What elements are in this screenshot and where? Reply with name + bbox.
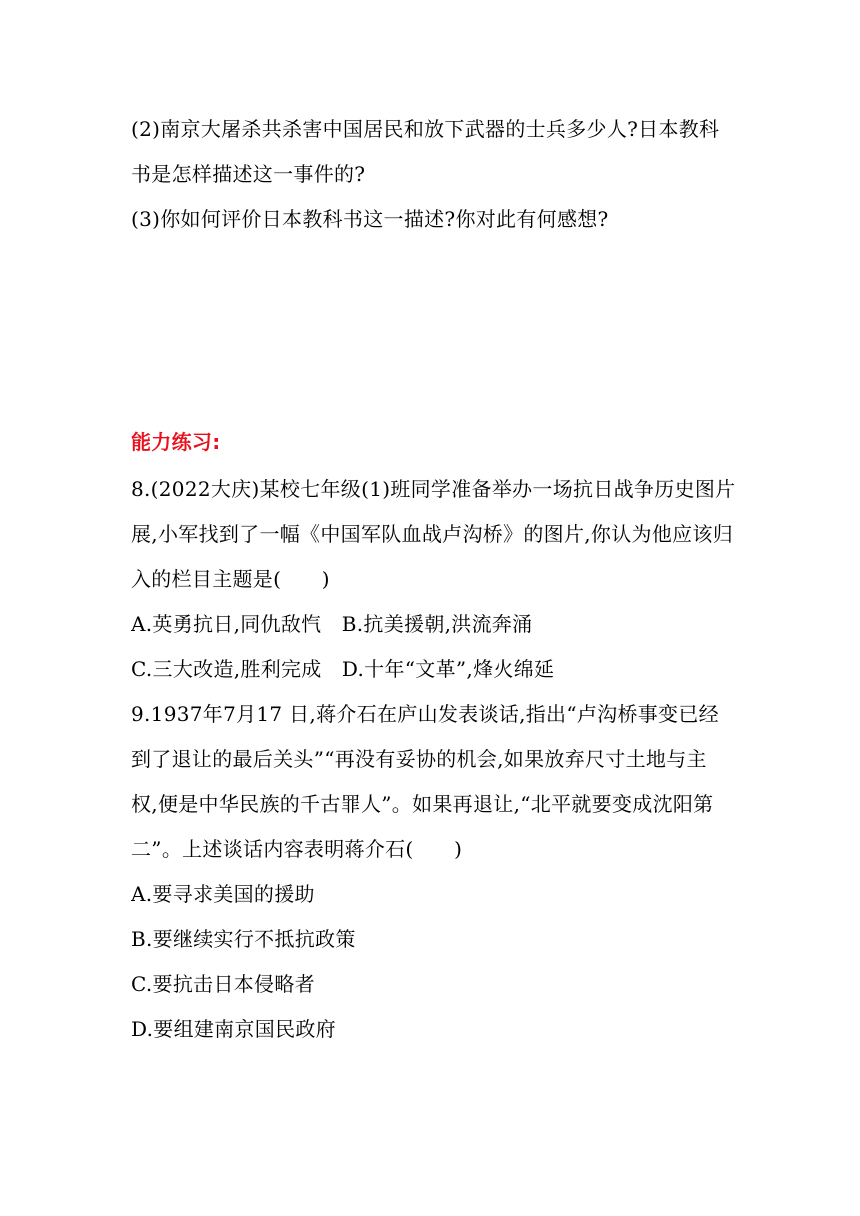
q9-option-b: B.要继续实行不抵抗政策 <box>131 927 356 951</box>
q9-stem-line4: 二”。上述谈话内容表明蒋介石( ) <box>131 837 463 861</box>
q9-option-a: A.要寻求美国的援助 <box>131 882 315 906</box>
q7-part2-line1: (2)南京大屠杀共杀害中国居民和放下武器的士兵多少人?日本教科 <box>131 117 720 141</box>
q8-options-row1: A.英勇抗日,同仇敌忾 B.抗美援朝,洪流奔涌 <box>131 612 533 636</box>
q9-stem-line1: 9.1937年7月17 日,蒋介石在庐山发表谈话,指出“卢沟桥事变已经 <box>131 702 719 726</box>
q8-options-row2: C.三大改造,胜利完成 D.十年“文革”,烽火绵延 <box>131 657 555 681</box>
q9-stem-line2: 到了退让的最后关头”“再没有妥协的机会,如果放弃尺寸土地与主 <box>131 747 707 771</box>
q9-option-d: D.要组建南京国民政府 <box>131 1017 336 1041</box>
q9-option-c: C.要抗击日本侵略者 <box>131 972 315 996</box>
q8-stem-line2: 展,小军找到了一幅《中国军队血战卢沟桥》的图片,你认为他应该归 <box>131 522 734 546</box>
q8-stem-line1: 8.(2022大庆)某校七年级(1)班同学准备举办一场抗日战争历史图片 <box>131 477 736 501</box>
q7-part2-line2: 书是怎样描述这一事件的? <box>131 162 366 186</box>
q9-stem-line3: 权,便是中华民族的千古罪人”。如果再退让,“北平就要变成沈阳第 <box>131 792 714 816</box>
q7-part3: (3)你如何评价日本教科书这一描述?你对此有何感想? <box>131 207 609 231</box>
q8-stem-line3: 入的栏目主题是( ) <box>131 567 330 591</box>
section-heading-ability-practice: 能力练习: <box>131 430 221 454</box>
